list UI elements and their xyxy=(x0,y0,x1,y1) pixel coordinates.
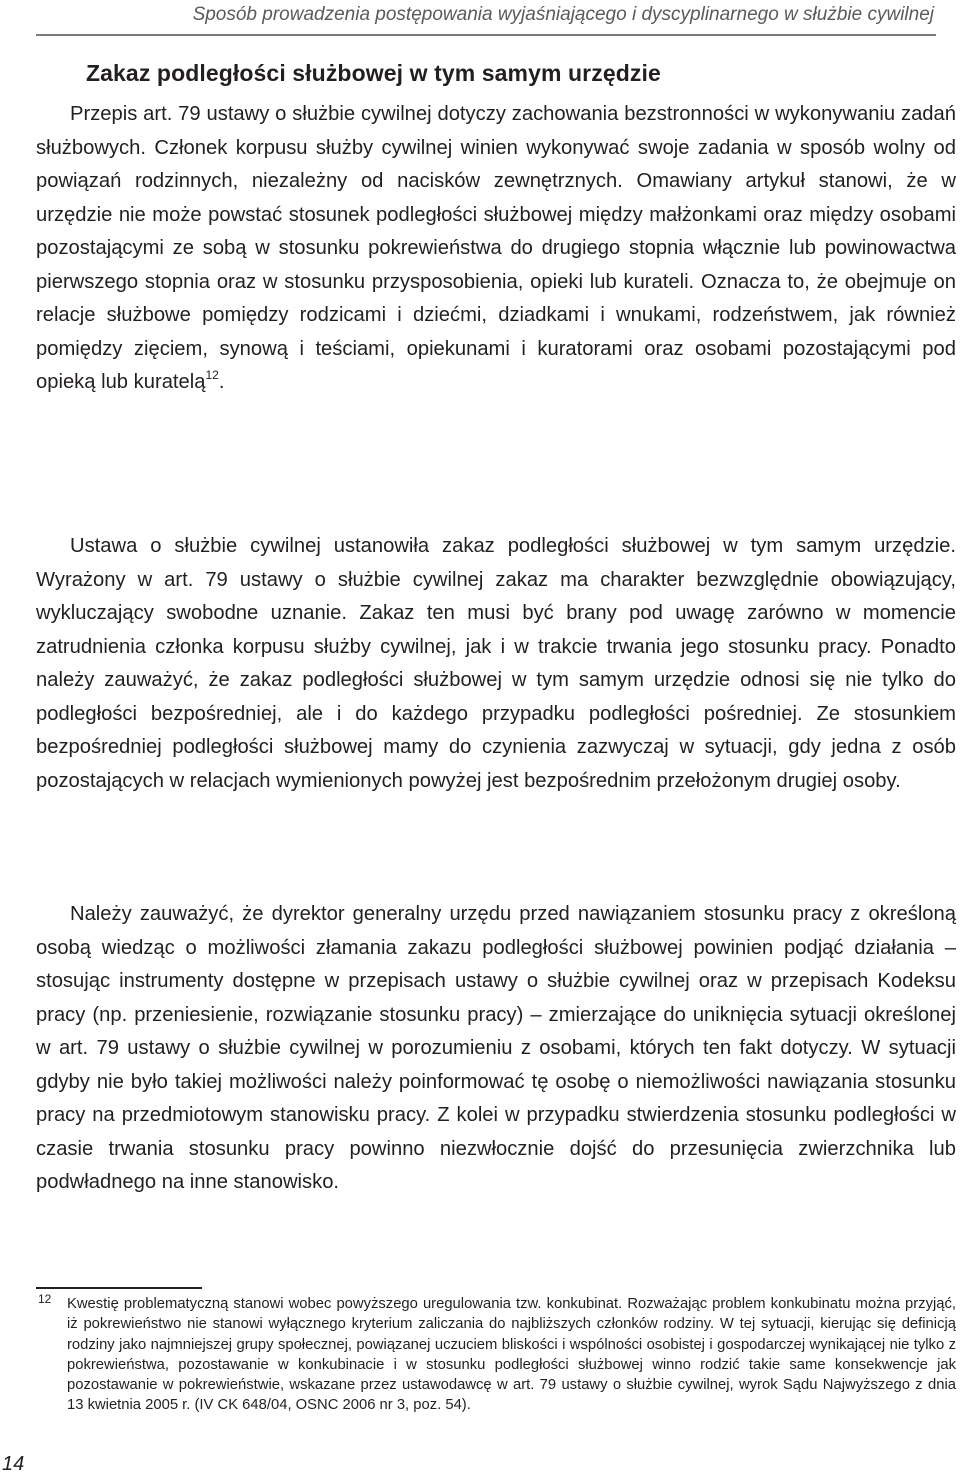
paragraph-1-end: . xyxy=(218,371,225,393)
body-paragraph-3: Należy zauważyć, że dyrektor generalny urzędu przed nawiązaniem stosunku pracy z określoną osobą wiedząc o możliwości złamania zakazu podległości służbowej powinien podjąć działania – stosując instrumenty dostępne w przepisach ustawy o służbie cywilnej oraz w przepisach Kodeksu pracy (np. przeniesienie, rozwiązanie stosunku pracy) – zmierzające do uniknięcia sytuacji określonej w art. 79 ustawy o służbie cywilnej w porozumieniu z osobami, których ten fakt dotyczy. W sytuacji gdyby nie było takiej możliwości należy poinformować tę osobę o niemożliwości nawiązania stosunku pracy na przedmiotowym stanowisku pracy. Z kolei w przypadku stwierdzenia stosunku podległości w czasie trwania stosunku pracy powinno niezwłocznie dojść do przesunięcia zwierzchnika lub podwładnego na inne stanowisko. xyxy=(36,903,956,1193)
footnote-text: Kwestię problematyczną stanowi wobec powyższego uregulowania tzw. konkubinat. Rozważając problem konkubinatu można przyjąć, iż pokrewieństwo nie stanowi wyłącznego kryterium zaliczania do najbliższych członków rodziny. W tej sytuacji, kierując się definicją rodziny jako najmniejszej grupy społecznej, powiązanej uczuciem bliskości i wspólności osobistej i gospodarczej wynikającej nie tylko z pokrewieństwa, pozostawanie w konkubinacie i w stosunku podległości służbowej winno rodzić takie same konsekwencje jak pozostawanie w pokrewieństwie, wskazane przez ustawodawcę w art. 79 ustawy o służbie cywilnej, wyrok Sądu Najwyższego z dnia 13 kwietnia 2005 r. (IV CK 648/04, OSNC 2006 nr 3, poz. 54). xyxy=(67,1296,956,1414)
footnote-reference[interactable]: 12 xyxy=(205,368,219,383)
footnote-divider xyxy=(36,1287,202,1289)
running-header xyxy=(36,0,936,36)
paragraph-1-text: Przepis art. 79 ustawy o służbie cywilnej dotyczy zachowania bezstronności w wykonywaniu zadań służbowych. Członek korpusu służby cywilnej winien wykonywać swoje zadania w sposób wolny od powiązań rodzinnych, niezależny od nacisków zewnętrznych. Omawiany artykuł stanowi, że w urzędzie nie może powstać stosunek podległości służbowej między małżonkami oraz między osobami pozostającymi ze sobą w stosunku pokrewieństwa do drugiego stopnia włącznie lub powinowactwa pierwszego stopnia oraz w stosunku przysposobienia, opieki lub kurateli. Oznacza to, że obejmuje on relacje służbowe pomiędzy rodzicami i dziećmi, dziadkami i wnukami, rodzeństwem, jak również pomiędzy zięciem, synową i teściami, opiekunami i kuratorami oraz osobami pozostającymi pod opieką lub kuratelą xyxy=(36,103,956,393)
body-paragraph-2: Ustawa o służbie cywilnej ustanowiła zakaz podległości służbowej w tym samym urzędzie. Wyrażony w art. 79 ustawy o służbie cywilnej zakaz ma charakter bezwzględnie obowiązujący, wykluczający swobodne uznanie. Zakaz ten musi być brany pod uwagę zarówno w momencie zatrudnienia członka korpusu służby cywilnej, jak i w trakcie trwania jego stosunku pracy. Ponadto należy zauważyć, że zakaz podległości służbowej w tym samym urzędzie odnosi się nie tylko do podległości bezpośredniej, ale i do każdego przypadku podległości pośredniej. Ze stosunkiem bezpośredniej podległości służbowej mamy do czynienia zazwyczaj w sytuacji, gdy jedna z osób pozostających w relacjach wymienionych powyżej jest bezpośrednim przełożonym drugiej osoby. xyxy=(36,535,956,792)
footnote-number: 12 xyxy=(38,1292,52,1306)
section-title: Zakaz podległości służbowej w tym samym urzędzie xyxy=(86,60,661,86)
body-paragraph-1 xyxy=(36,98,956,400)
page-number: 14 xyxy=(2,1453,25,1475)
running-header-title: Sposób prowadzenia postępowania wyjaśniającego i dyscyplinarnego w służbie cywilnej xyxy=(192,4,934,25)
